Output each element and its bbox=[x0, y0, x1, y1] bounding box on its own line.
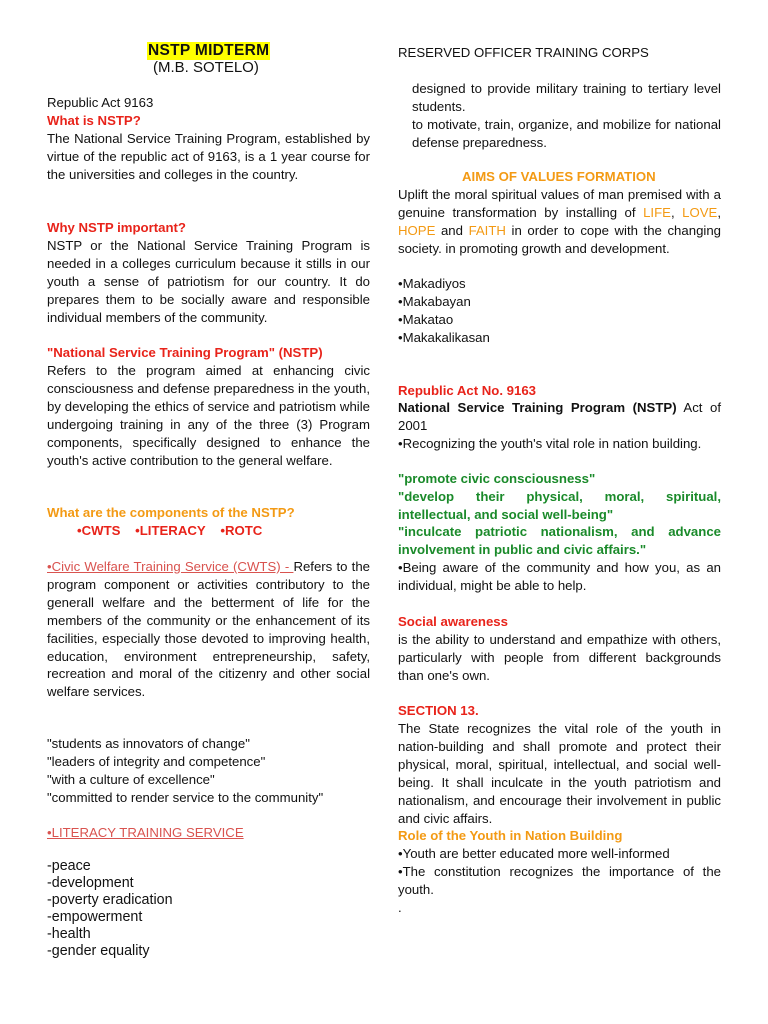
quote-line: "committed to render service to the community" bbox=[47, 789, 324, 805]
component-rotc: •ROTC bbox=[220, 523, 263, 538]
section-13-body: The State recognizes the vital role of the youth in nation-building and shall promote and protect their physical, moral, spiritual, intellectual, and social well-being. It shall inculcate in the youth patriotism and nationalism, and encourage their involvement in public and civic affairs. bbox=[398, 721, 721, 826]
components-list bbox=[77, 522, 262, 540]
lts-item: -gender equality bbox=[47, 943, 150, 959]
cwts-quotes bbox=[47, 735, 323, 807]
role-heading: Role of the Youth in Nation Building bbox=[398, 828, 623, 843]
what-nstp-body: The National Service Training Program, established by virtue of the republic act of 9163, is a 1 year course for the universities and colleges in the country. bbox=[47, 131, 370, 182]
quote-line: "students as innovators of change" bbox=[47, 736, 250, 751]
ra-quote-3: "inculcate patriotic nationalism, and advance involvement in public and civic affairs." bbox=[398, 524, 721, 557]
lts-items bbox=[47, 858, 173, 960]
nstp-definition-heading: "National Service Training Program" (NSTP) bbox=[47, 345, 323, 360]
role-item-2: •The constitution recognizes the importance of the youth. bbox=[398, 864, 721, 897]
aims-and: and bbox=[435, 222, 469, 238]
value-item: •Makakalikasan bbox=[398, 329, 490, 345]
section-13-heading: SECTION 13. bbox=[398, 703, 479, 718]
lts-heading-wrap bbox=[47, 824, 244, 842]
ra-quote-1 bbox=[398, 470, 721, 488]
component-cwts: •CWTS bbox=[77, 523, 121, 538]
component-literacy: •LITERACY bbox=[135, 523, 206, 538]
aims-sep: , bbox=[670, 204, 683, 220]
ra-title-bold: National Service Training Program (NSTP) bbox=[398, 400, 677, 415]
rotc-line-2: to motivate, train, organize, and mobilize for national defense preparedness. bbox=[412, 117, 721, 150]
lts-heading: •LITERACY TRAINING SERVICE bbox=[47, 825, 244, 840]
author-line: (M.B. SOTELO) bbox=[153, 59, 259, 76]
trailing-dot: . bbox=[398, 900, 402, 915]
nstp-definition-body: Refers to the program aimed at enhancing civic consciousness and defense preparedness in the youth, by developing the ethics of service and patriotism while undergoing training in any of the three (3) Program components, specifically designed to enhance the youth's active contribution to the general welfare. bbox=[47, 363, 370, 468]
aims-body bbox=[398, 186, 721, 258]
what-nstp-heading: What is NSTP? bbox=[47, 113, 141, 128]
ra-point-1: •Recognizing the youth's vital role in nation building. bbox=[398, 436, 702, 451]
aims-text: in order to cope with the changing society. in promoting growth and development. bbox=[398, 222, 721, 256]
quote-line: "with a culture of excellence" bbox=[47, 771, 215, 787]
values-list bbox=[398, 275, 490, 347]
quote-civic: "promote civic consciousness" bbox=[398, 471, 596, 486]
ra-quote-2: "develop their physical, moral, spiritual, intellectual, and social well-being" bbox=[398, 489, 721, 522]
why-nstp-heading: Why NSTP important? bbox=[47, 220, 186, 235]
value-hope: HOPE bbox=[398, 222, 436, 238]
value-faith: FAITH bbox=[468, 222, 506, 238]
role-item-1: •Youth are better educated more well-informed bbox=[398, 846, 670, 861]
lts-item: -peace bbox=[47, 858, 91, 874]
aims-sep: , bbox=[717, 204, 721, 220]
cwts-heading: •Civic Welfare Training Service (CWTS) - bbox=[47, 559, 294, 574]
social-awareness-heading: Social awareness bbox=[398, 614, 508, 629]
value-item: •Makabayan bbox=[398, 293, 471, 309]
cwts-paragraph bbox=[47, 558, 370, 701]
lts-item: -health bbox=[47, 926, 91, 942]
social-awareness-body: is the ability to understand and empathize with others, particularly with people from different backgrounds than one's own. bbox=[398, 632, 721, 683]
rotc-line-1: designed to provide military training to tertiary level students. bbox=[412, 81, 721, 114]
lts-item: -development bbox=[47, 875, 134, 891]
value-item: •Makadiyos bbox=[398, 276, 466, 291]
page-title: NSTP MIDTERM bbox=[148, 42, 270, 59]
value-love: LOVE bbox=[682, 204, 718, 220]
ra-point-2: •Being aware of the community and how you, as an individual, might be able to help. bbox=[398, 560, 721, 593]
cwts-body: Refers to the program component or activities contributory to the generall welfare and the betterment of life for the members of the community or the enhancement of its facilities, especially those devoted to improving health, education, environment entrepreneurship, safety, recreation and moral of the citizenry and other social welfare services. bbox=[47, 559, 370, 700]
ra-title-rest: Act of 2001 bbox=[398, 400, 721, 433]
components-heading: What are the components of the NSTP? bbox=[47, 505, 295, 520]
aims-heading: AIMS OF VALUES FORMATION bbox=[462, 169, 656, 184]
aims-text: Uplift the moral spiritual values of man premised with a genuine transformation by installing of bbox=[398, 187, 721, 220]
ra-heading: Republic Act No. 9163 bbox=[398, 383, 537, 398]
value-life: LIFE bbox=[643, 204, 671, 220]
why-nstp-body: NSTP or the National Service Training Program is needed in a colleges curriculum because it stills in our youth a sense of patriotism for our country. It do prepares them to be socially aware and responsible individual members of the community. bbox=[47, 238, 370, 325]
republic-act-label: Republic Act 9163 bbox=[47, 95, 154, 110]
value-item: •Makatao bbox=[398, 311, 454, 327]
ra-title bbox=[398, 399, 721, 435]
rotc-heading: RESERVED OFFICER TRAINING CORPS bbox=[398, 45, 649, 60]
quote-line: "leaders of integrity and competence" bbox=[47, 753, 266, 769]
lts-item: -empowerment bbox=[47, 909, 143, 925]
lts-item: -poverty eradication bbox=[47, 892, 173, 908]
